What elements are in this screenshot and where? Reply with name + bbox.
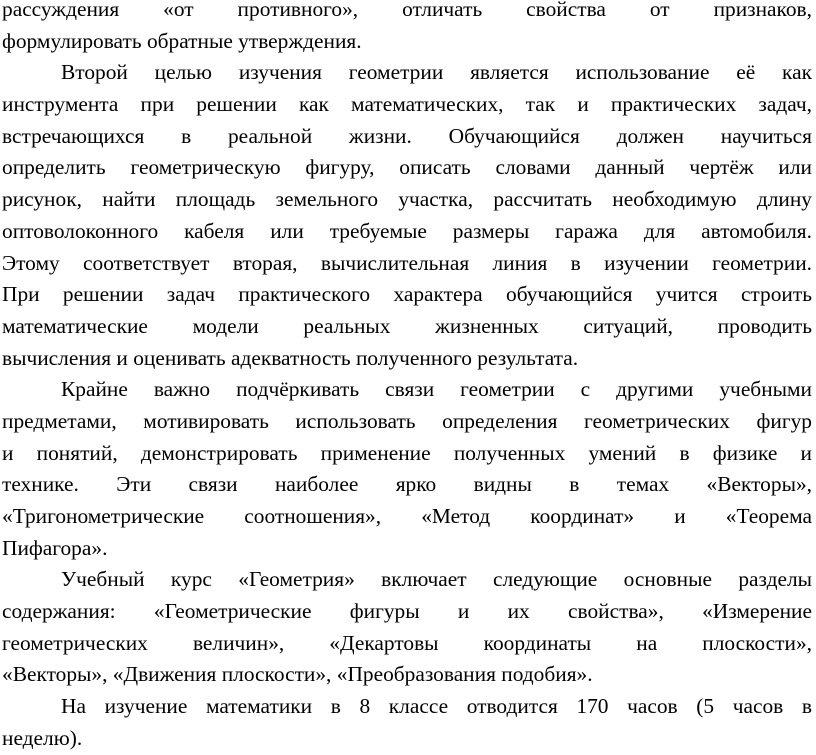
text-line: «Тригонометрические соотношения», «Метод координат» и «Теорема xyxy=(2,504,812,528)
text-line: технике. Эти связи наиболее ярко видны в темах «Векторы», xyxy=(2,472,812,497)
text-line: рассуждения «от противного», отличать свойства от признаков, xyxy=(2,0,812,21)
text-line: Крайне важно подчёркивать связи геометрии с другими учебными xyxy=(61,377,812,402)
text-line: геометрических величин», «Декартовы координаты на плоскости», xyxy=(2,630,812,655)
text-line: Этому соответствует вторая, вычислительная линия в изучении геометрии. xyxy=(2,250,812,275)
text-line: предметами, мотивировать использовать определения геометрических фигур xyxy=(2,408,812,433)
paragraph-second-goal xyxy=(2,57,812,374)
text-line: «Векторы», «Движения плоскости», «Преобразования подобия». xyxy=(2,662,593,687)
paragraph-interdisciplinary-links xyxy=(2,374,812,564)
text-line: вычисления и оценивать адекватность полученного результата. xyxy=(2,345,579,370)
text-line: Пифагора». xyxy=(2,535,108,560)
text-line: оптоволоконного кабеля или требуемые размеры гаража для автомобиля. xyxy=(2,218,812,243)
text-line: содержания: «Геометрические фигуры и их свойства», «Измерение xyxy=(2,599,812,624)
text-line: инструмента при решении как математических, так и практических задач, xyxy=(2,92,812,117)
text-line: математические модели реальных жизненных ситуаций, проводить xyxy=(2,313,812,338)
text-line: определить геометрическую фигуру, описать словами данный чертёж или xyxy=(2,155,812,180)
paragraph-course-sections xyxy=(2,564,812,691)
text-line: встречающихся в реальной жизни. Обучающийся должен научиться xyxy=(2,123,812,148)
text-line: На изучение математики в 8 классе отводится 170 часов (5 часов в xyxy=(61,694,812,719)
text-line: и понятий, демонстрировать применение полученных умений в физике и xyxy=(2,440,812,465)
text-line: Учебный курс «Геометрия» включает следующие основные разделы xyxy=(61,567,812,592)
text-line: рисунок, найти площадь земельного участка, рассчитать необходимую длину xyxy=(2,187,812,212)
text-line: неделю). xyxy=(2,725,83,750)
document-page xyxy=(2,0,812,755)
text-line: формулировать обратные утверждения. xyxy=(2,28,362,53)
paragraph-reasoning xyxy=(2,0,812,57)
text-line: Второй целью изучения геометрии является использование её как xyxy=(61,60,812,85)
paragraph-hours xyxy=(2,691,812,754)
text-line: При решении задач практического характера обучающийся учится строить xyxy=(2,282,812,307)
